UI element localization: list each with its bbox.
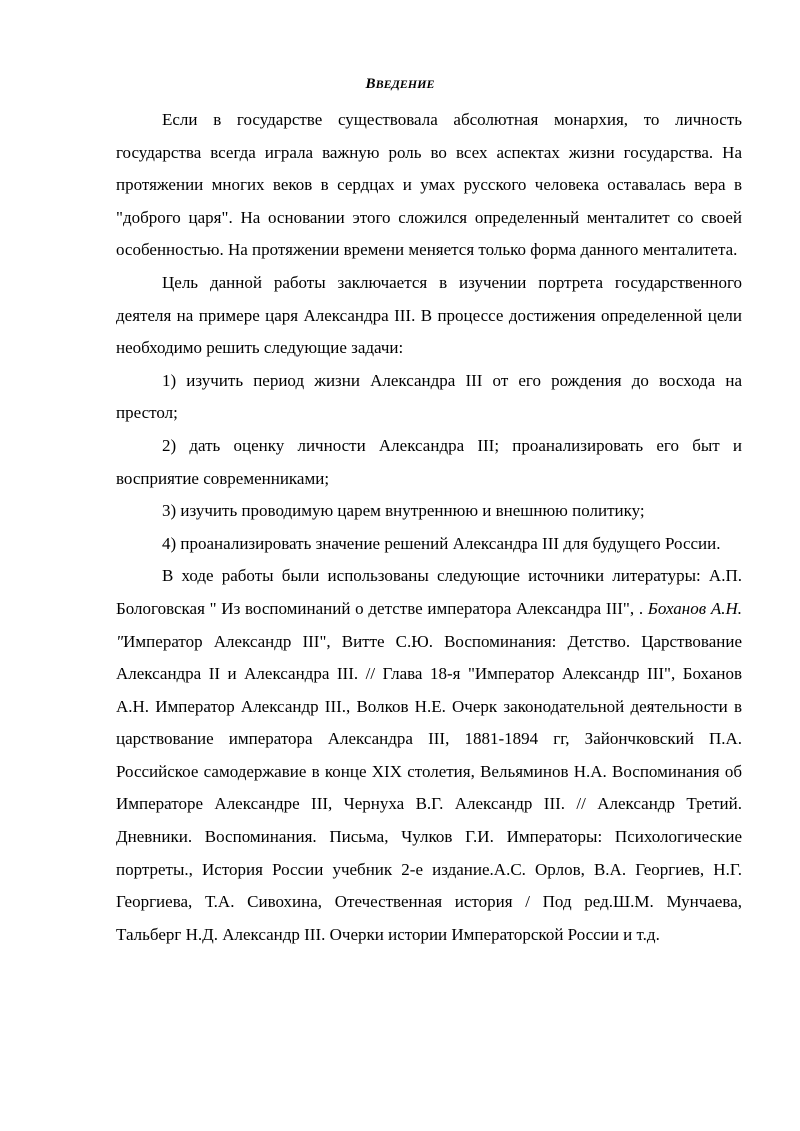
paragraph-intro: Если в государстве существовала абсолютная монархия, то личность государства всегда играла важную роль во всех аспектах жизни государства. На протяжении многих веков в сердцах и умах русского человека оставалась вера в "доброго царя". На основании этого сложился определенный менталитет со своей особенностью. На протяжении времени меняется только форма данного менталитета. [116, 110, 742, 260]
task-item-1: 1) изучить период жизни Александра III от его рождения до восхода на престол; [116, 370, 742, 423]
document-body [116, 104, 742, 951]
page-title [0, 76, 800, 93]
title-rest: ВЕДЕНИЕ [375, 77, 435, 91]
sources-list-text: Император Александр III", Витте С.Ю. Воспоминания: Детство. Царствование Александра II и Александра III. // Глава 18-я "Император Александр III", Боханов А.Н. Император Александр III., Волков Н.Е. Очерк законодательной деятельности в царствование императора Александра III, 1881-1894 гг, Зайончковский П.А. Российское самодержавие в конце XIX столетия, Вельяминов Н.А. Воспоминания об Императоре Александре III, Чернуха В.Г. Александр III. // Александр Третий. Дневники. Воспоминания. Письма, Чулков Г.И. Императоры: Психологические портреты., История России учебник 2-е издание.А.С. Орлов, В.А. Георгиев, Н.Г. Георгиева, Т.А. Сивохина, Отечественная история / Под ред.Ш.М. Мунчаева, Тальберг Н.Д. Александр III. Очерки истории Императорской России и т.д. [116, 631, 742, 944]
paragraph-goal: Цель данной работы заключается в изучении портрета государственного деятеля на примере царя Александра III. В процессе достижения определенной цели необходимо решить следующие задачи: [116, 272, 742, 358]
task-item-3: 3) изучить проводимую царем внутреннюю и внешнюю политику; [162, 501, 645, 521]
sources-italic-author: Боханов А.Н. " [116, 598, 743, 651]
paragraph-sources [116, 560, 742, 951]
sources-intro-text: В ходе работы были использованы следующие источники литературы: А.П. Бологовская " Из воспоминаний о детстве императора Александра III", . [116, 566, 742, 618]
task-item-2: 2) дать оценку личности Александра III; проанализировать его быт и восприятие современниками; [116, 435, 742, 488]
task-item-4: 4) проанализировать значение решений Александра III для будущего России. [162, 533, 721, 553]
title-initial: В [365, 76, 376, 92]
